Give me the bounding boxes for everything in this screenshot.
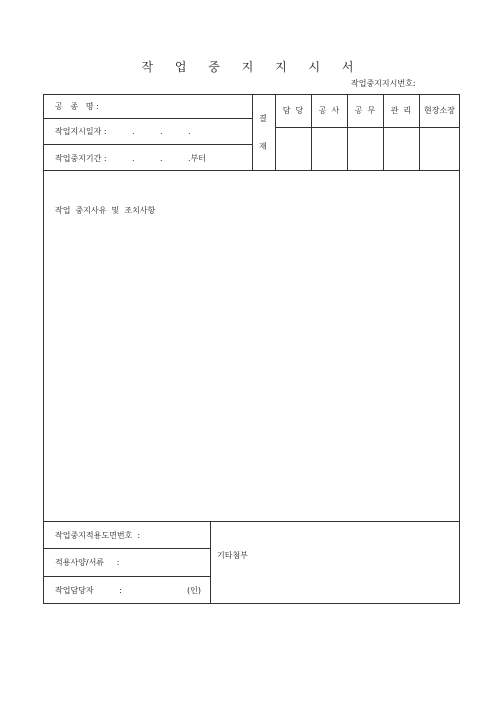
spec-label: 적용사양/서류 : [55, 558, 120, 567]
approval-column-header: 공 사 [318, 106, 340, 115]
drawing-number-label: 작업중지적용도면번호 : [55, 531, 141, 540]
approval-label-top: 결 [259, 114, 267, 123]
stop-period-label: 작업중지기간 : . . .부터 [55, 154, 206, 163]
approval-label-bottom: 재 [259, 142, 267, 151]
project-name-label: 공 종 명 : [55, 102, 99, 111]
divider [43, 576, 210, 577]
divider [43, 118, 252, 119]
divider [43, 548, 210, 549]
divider [210, 521, 211, 604]
attachments-label: 기타첨부 [217, 551, 248, 560]
divider [43, 144, 252, 145]
approval-column-header: 현장소장 [424, 106, 455, 115]
manager-label: 작업담당자 : [55, 586, 122, 595]
divider [252, 94, 253, 171]
approval-column-header: 담 당 [282, 106, 304, 115]
reason-section [43, 170, 460, 522]
divider [275, 127, 460, 128]
doc-number-label: 작업중지지시번호: [351, 79, 416, 88]
instruction-date-label: 작업지시일자 : . . . [55, 127, 191, 136]
approval-column-header: 공 무 [354, 106, 376, 115]
approval-column-header: 관 리 [390, 106, 412, 115]
reason-label: 작업 중지사유 및 조치사항 [55, 206, 156, 215]
document-title: 작 업 중 지 지 시 서 [141, 60, 363, 74]
seal-label: (인) [187, 586, 201, 595]
